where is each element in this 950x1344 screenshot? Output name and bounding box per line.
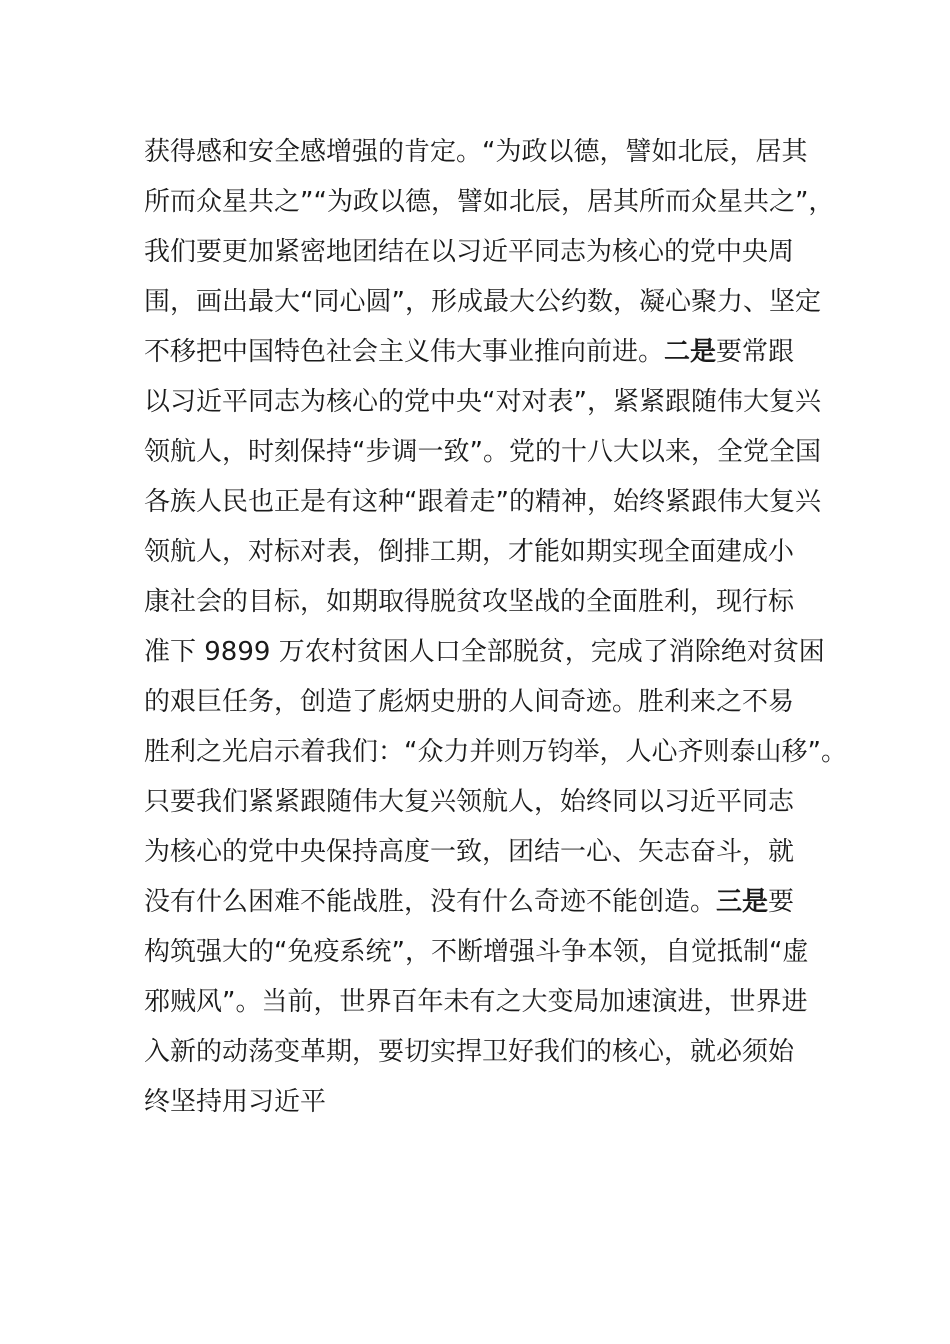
text-line: [144, 227, 824, 277]
text-segment: 领航人，时刻保持“步调一致”。党的十八大以来，全党全国: [144, 437, 821, 467]
text-line: [144, 927, 824, 977]
text-segment: 终坚持用习近平: [144, 1087, 327, 1117]
text-segment: 各族人民也正是有这种“跟着走”的精神，始终紧跟伟大复兴: [144, 487, 821, 517]
text-line: [144, 277, 824, 327]
text-segment: 邪贼风”。当前，世界百年未有之大变局加速演进，世界进: [144, 987, 808, 1017]
text-line: [144, 177, 835, 227]
text-line: [144, 677, 824, 727]
text-line: [144, 377, 824, 427]
text-line: [144, 827, 824, 877]
body-paragraph: [144, 127, 847, 1127]
text-segment: 以习近平同志为核心的党中央“对对表”，紧紧跟随伟大复兴: [144, 387, 821, 417]
text-line: [144, 577, 824, 627]
text-line: [144, 1077, 824, 1127]
text-line: [144, 1027, 824, 1077]
text-segment: 的艰巨任务，创造了彪炳史册的人间奇迹。胜利来之不易: [144, 687, 795, 717]
text-segment: 不移把中国特色社会主义伟大事业推向前进。: [144, 337, 665, 367]
text-line: [144, 327, 824, 377]
text-segment: 领航人，对标对表，倒排工期，才能如期实现全面建成小: [144, 537, 795, 567]
text-segment: 所而众星共之”“为政以德，譬如北辰，居其所而众星共之”，: [144, 187, 835, 217]
text-line: [144, 427, 824, 477]
text-segment: 康社会的目标，如期取得脱贫攻坚战的全面胜利，现行标: [144, 587, 795, 617]
text-line: [144, 727, 847, 777]
text-segment: 入新的动荡变革期，要切实捍卫好我们的核心，就必须始: [144, 1037, 795, 1067]
text-line: [144, 627, 824, 677]
text-segment: 获得感和安全感增强的肯定。“为政以德，譬如北辰，居其: [144, 137, 808, 167]
text-segment: 只要我们紧紧跟随伟大复兴领航人，始终同以习近平同志: [144, 787, 795, 817]
text-segment: 构筑强大的“免疫系统”，不断增强斗争本领，自觉抵制“虚: [144, 937, 809, 967]
text-segment: 我们要更加紧密地团结在以习近平同志为核心的党中央周: [144, 237, 795, 267]
text-line: [144, 127, 824, 177]
text-line: [144, 777, 824, 827]
text-segment: 围，画出最大“同心圆”，形成最大公约数，凝心聚力、坚定: [144, 287, 821, 317]
text-segment: 要常跟: [716, 337, 795, 367]
text-line: [144, 527, 824, 577]
text-segment: 准下 9899 万农村贫困人口全部脱贫，完成了消除绝对贫困: [144, 637, 825, 667]
text-segment: 要: [768, 887, 795, 917]
text-segment: 胜利之光启示着我们：“众力并则万钧举，人心齐则泰山移”。: [144, 737, 847, 767]
text-line: [144, 977, 824, 1027]
text-segment: 为核心的党中央保持高度一致，团结一心、矢志奋斗，就: [144, 837, 795, 867]
text-segment: 没有什么困难不能战胜，没有什么奇迹不能创造。: [144, 887, 717, 917]
text-line: [144, 877, 824, 927]
bold-heading-marker: 二是: [664, 337, 717, 367]
text-line: [144, 477, 824, 527]
bold-heading-marker: 三是: [716, 887, 769, 917]
